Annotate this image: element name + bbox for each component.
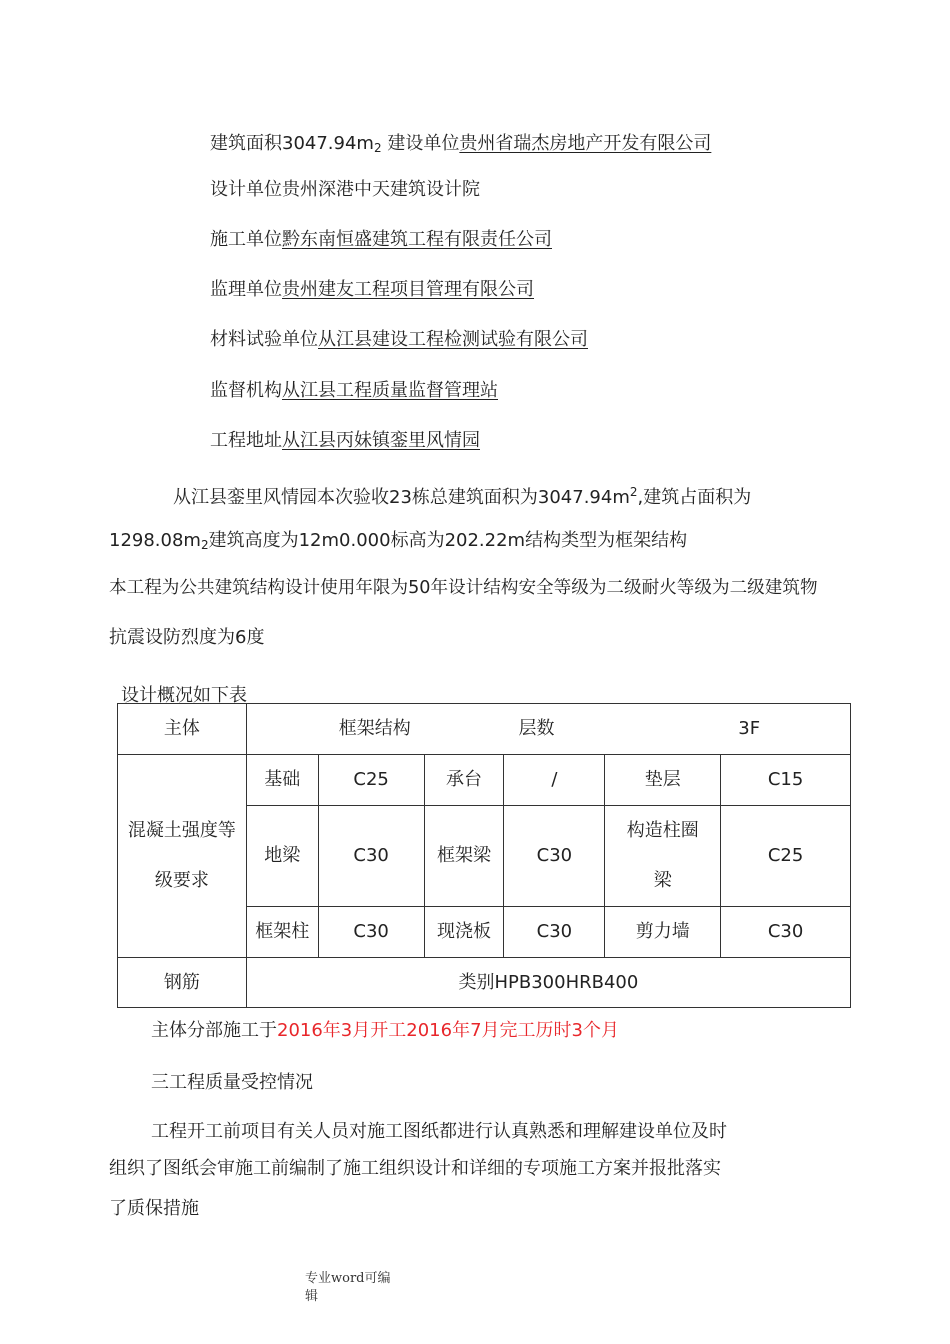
- schedule-period: 2016年3月开工2016年7月完工历时3个月: [277, 1020, 619, 1041]
- rebar-value: 类别HPB300HRB400: [246, 958, 850, 1008]
- contractor-line: [210, 228, 552, 252]
- summary-sup: 2: [629, 485, 638, 499]
- lab-value: 从江县建设工程检测试验有限公司: [318, 329, 588, 350]
- authority-label: 监督机构: [210, 380, 282, 401]
- address-label: 工程地址: [210, 430, 282, 451]
- contractor-value: 黔东南恒盛建筑工程有限责任公司: [282, 229, 552, 250]
- table-row: [118, 755, 851, 806]
- schedule-prefix: 主体分部施工于: [151, 1020, 277, 1041]
- summary-text-1a: 从江县銮里风情园本次验收23栋总建筑面积为3047.94m: [173, 487, 630, 508]
- address-line: [210, 429, 480, 453]
- address-value: 从江县丙妹镇銮里风情园: [282, 430, 480, 451]
- section3-para-1: 工程开工前项目有关人员对施工图纸都进行认真熟悉和理解建设单位及时: [151, 1121, 727, 1142]
- area-line: [210, 132, 711, 160]
- cell-frame-column: 框架柱: [246, 907, 318, 958]
- cell-cushion-grade: C15: [721, 755, 851, 806]
- summary-text-2b: 建筑高度为12m0.000标高为202.22m结构类型为框架结构: [208, 530, 688, 551]
- summary-sub: 2: [200, 538, 209, 552]
- authority-value: 从江县工程质量监督管理站: [282, 380, 498, 401]
- supervisor-line: [210, 278, 534, 302]
- cell-shear-wall-grade: C30: [721, 907, 851, 958]
- footer-line-2: 辑: [305, 1289, 319, 1304]
- area-label: 建筑面积: [210, 133, 282, 154]
- cell-frame-beam-grade: C30: [504, 806, 605, 907]
- table-caption: 设计概况如下表: [121, 685, 247, 706]
- cell-frame-column-grade: C30: [318, 907, 424, 958]
- cell-pile-cap-grade: /: [504, 755, 605, 806]
- summary-text-1b: ,建筑占面积为: [637, 487, 752, 508]
- cell-shear-wall: 剪力墙: [605, 907, 721, 958]
- cell-ground-beam-grade: C30: [318, 806, 424, 907]
- cell-pile-cap: 承台: [424, 755, 504, 806]
- builder-value: 贵州省瑞杰房地产开发有限公司: [459, 133, 712, 154]
- cell-cast-slab: 现浇板: [424, 907, 504, 958]
- concrete-label: [118, 755, 247, 958]
- concrete-label-2: 级要求: [154, 870, 209, 891]
- floors-label: 层数: [518, 718, 555, 739]
- lab-label: 材料试验单位: [210, 329, 318, 350]
- supervisor-value: 贵州建友工程项目管理有限公司: [282, 279, 534, 300]
- schedule-line: [151, 1019, 619, 1043]
- cell-cushion: 垫层: [605, 755, 721, 806]
- summary-text-2a: 1298.08m: [109, 530, 201, 551]
- cell-foundation: 基础: [246, 755, 318, 806]
- summary-line-3: 本工程为公共建筑结构设计使用年限为50年设计结构安全等级为二级耐火等级为二级建筑物: [109, 578, 818, 598]
- cell-ground-beam: 地梁: [246, 806, 318, 907]
- section3-para-3: 了质保措施: [109, 1198, 199, 1219]
- contractor-label: 施工单位: [210, 229, 282, 250]
- cell-cast-slab-grade: C30: [504, 907, 605, 958]
- builder-label: 建设单位: [387, 133, 460, 154]
- cell-ring-beam: [605, 806, 721, 907]
- ring-beam-line-2: 梁: [653, 870, 672, 891]
- summary-line-1: [173, 480, 751, 510]
- footer-note: [305, 1270, 400, 1306]
- section3-para-2: 组织了图纸会审施工前编制了施工组织设计和详细的专项施工方案并报批落实: [109, 1158, 721, 1179]
- designer-value: 贵州深港中天建筑设计院: [282, 179, 480, 200]
- main-label: 主体: [118, 704, 247, 755]
- authority-line: [210, 379, 498, 403]
- section3-heading: 三工程质量受控情况: [151, 1072, 313, 1093]
- design-table: [117, 703, 851, 1008]
- structure-value: 框架结构: [338, 718, 411, 739]
- designer-label: 设计单位: [210, 179, 282, 200]
- ring-beam-line-1: 构造柱圈: [626, 820, 699, 841]
- supervisor-label: 监理单位: [210, 279, 282, 300]
- cell-frame-beam: 框架梁: [424, 806, 504, 907]
- floors-value: 3F: [738, 718, 761, 739]
- rebar-label: 钢筋: [118, 958, 247, 1008]
- lab-line: [210, 328, 588, 352]
- cell-foundation-grade: C25: [318, 755, 424, 806]
- concrete-label-1: 混凝土强度等: [127, 820, 236, 841]
- footer-line-1: 专业word可编: [305, 1271, 391, 1286]
- summary-line-4: 抗震设防烈度为6度: [109, 627, 265, 648]
- area-value: 3047.94m: [282, 133, 374, 154]
- main-info-cell: [246, 704, 850, 755]
- table-row: [118, 704, 851, 755]
- summary-line-2: [109, 529, 687, 557]
- designer-line: [210, 178, 480, 202]
- table-row: [118, 958, 851, 1008]
- cell-ring-beam-grade: C25: [721, 806, 851, 907]
- area-unit-sub: 2: [373, 141, 382, 155]
